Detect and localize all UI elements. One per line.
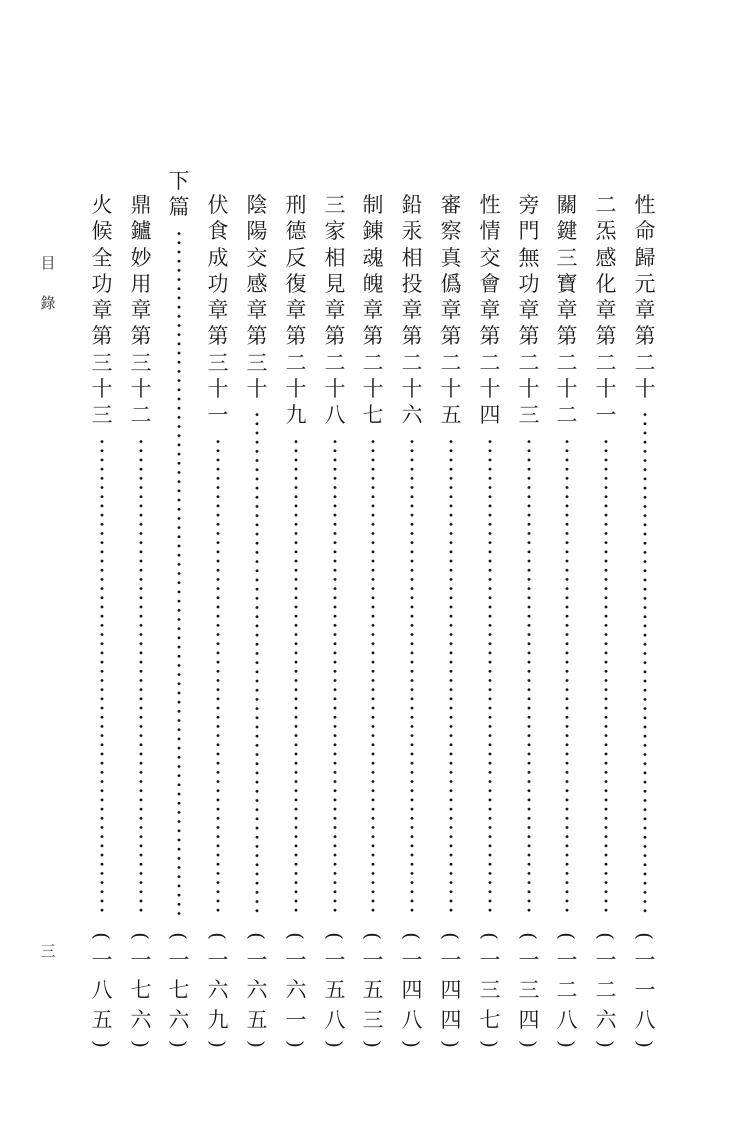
open-paren: ( [284,932,308,940]
close-paren: ) [129,1040,153,1048]
page-number [632,927,658,1053]
page-number-text: 一四四 [440,948,462,1032]
toc-entry [399,192,425,1048]
toc-entry [477,192,503,1048]
toc-entry [554,192,580,1048]
close-paren: ) [167,1040,191,1048]
open-paren: ( [129,932,153,940]
toc-entry [89,192,115,1048]
running-head: 目錄 [40,254,56,312]
entry-title: 鼎鑪妙用章第三十二 [130,193,152,428]
leader-dots [100,437,104,917]
toc-entry [205,192,231,1048]
page-number [89,927,115,1053]
open-paren: ( [206,932,230,940]
page-number [360,927,386,1053]
close-paren: ) [594,1040,618,1048]
page-number-text: 一一八 [634,948,656,1032]
page-number-text: 一五三 [362,948,384,1032]
page-number-text: 一六五 [246,948,268,1032]
open-paren: ( [478,932,502,940]
toc-entry [283,192,309,1048]
page-number [322,927,348,1053]
page-number-text: 一五八 [324,948,346,1032]
page-number [593,927,619,1053]
section-heading-column [166,168,192,1048]
section-heading: 下篇 [168,169,190,220]
toc-entry [244,192,270,1048]
page-number-text: 一六一 [285,948,307,1032]
entry-title: 審察真僞章第二十五 [440,193,462,428]
close-paren: ) [517,1040,541,1048]
entry-title: 性情交會章第二十四 [479,193,501,428]
page-number [166,927,192,1053]
open-paren: ( [245,932,269,940]
page-number [516,927,542,1053]
entry-title: 旁門無功章第二十三 [518,193,540,428]
page-number [399,927,425,1053]
close-paren: ) [439,1040,463,1048]
page-number [244,927,270,1053]
page-number-text: 一四八 [401,948,423,1032]
entry-title: 關鍵三寶章第二十二 [556,193,578,428]
close-paren: ) [555,1040,579,1048]
page-number [205,927,231,1053]
close-paren: ) [633,1040,657,1048]
close-paren: ) [400,1040,424,1048]
open-paren: ( [439,932,463,940]
toc-entry [593,192,619,1048]
entry-title: 火候全功章第三十三 [91,193,113,428]
leader-dots [565,437,569,917]
entry-title: 刑德反復章第二十九 [285,193,307,428]
page-folio: 三 [40,942,56,960]
leader-dots [371,437,375,917]
open-paren: ( [517,932,541,940]
page-number [128,927,154,1053]
page-number-text: 一七六 [168,948,190,1032]
entry-title: 三家相見章第二十八 [324,193,346,428]
leader-dots [449,437,453,917]
open-paren: ( [361,932,385,940]
toc-entry [322,192,348,1048]
entry-title: 制錬魂魄章第二十七 [362,193,384,428]
toc-entry [438,192,464,1048]
entry-title: 鉛汞相投章第二十六 [401,193,423,428]
page-number [477,927,503,1053]
open-paren: ( [555,932,579,940]
page-number [438,927,464,1053]
leader-dots [139,437,143,917]
leader-dots [294,437,298,917]
open-paren: ( [323,932,347,940]
page-number [554,927,580,1053]
leader-dots [216,437,220,917]
page-number-text: 一七六 [130,948,152,1032]
page-number-text: 一三七 [479,948,501,1032]
toc-entry [360,192,386,1048]
page-number-text: 一三四 [518,948,540,1032]
leader-dots [488,437,492,917]
close-paren: ) [478,1040,502,1048]
entry-title: 二炁感化章第二十一 [595,193,617,428]
toc-entry [516,192,542,1048]
open-paren: ( [167,932,191,940]
entry-title: 伏食成功章第三十一 [207,193,229,428]
leader-dots [604,437,608,917]
open-paren: ( [633,932,657,940]
leader-dots [333,437,337,917]
leader-dots [527,437,531,917]
leader-dots [410,437,414,917]
leader-dots [643,410,647,917]
leader-dots [255,410,259,917]
close-paren: ) [90,1040,114,1048]
close-paren: ) [245,1040,269,1048]
close-paren: ) [206,1040,230,1048]
page-number-text: 一二八 [556,948,578,1032]
page-number-text: 一八五 [91,948,113,1032]
page-number-text: 一六九 [207,948,229,1032]
leader-dots [177,229,181,917]
open-paren: ( [90,932,114,940]
toc-entry [128,192,154,1048]
entry-title: 性命歸元章第二十 [634,193,656,402]
close-paren: ) [284,1040,308,1048]
open-paren: ( [594,932,618,940]
open-paren: ( [400,932,424,940]
entry-title: 陰陽交感章第三十 [246,193,268,402]
page-number [283,927,309,1053]
page-number-text: 一二六 [595,948,617,1032]
toc-entry [632,192,658,1048]
close-paren: ) [361,1040,385,1048]
close-paren: ) [323,1040,347,1048]
